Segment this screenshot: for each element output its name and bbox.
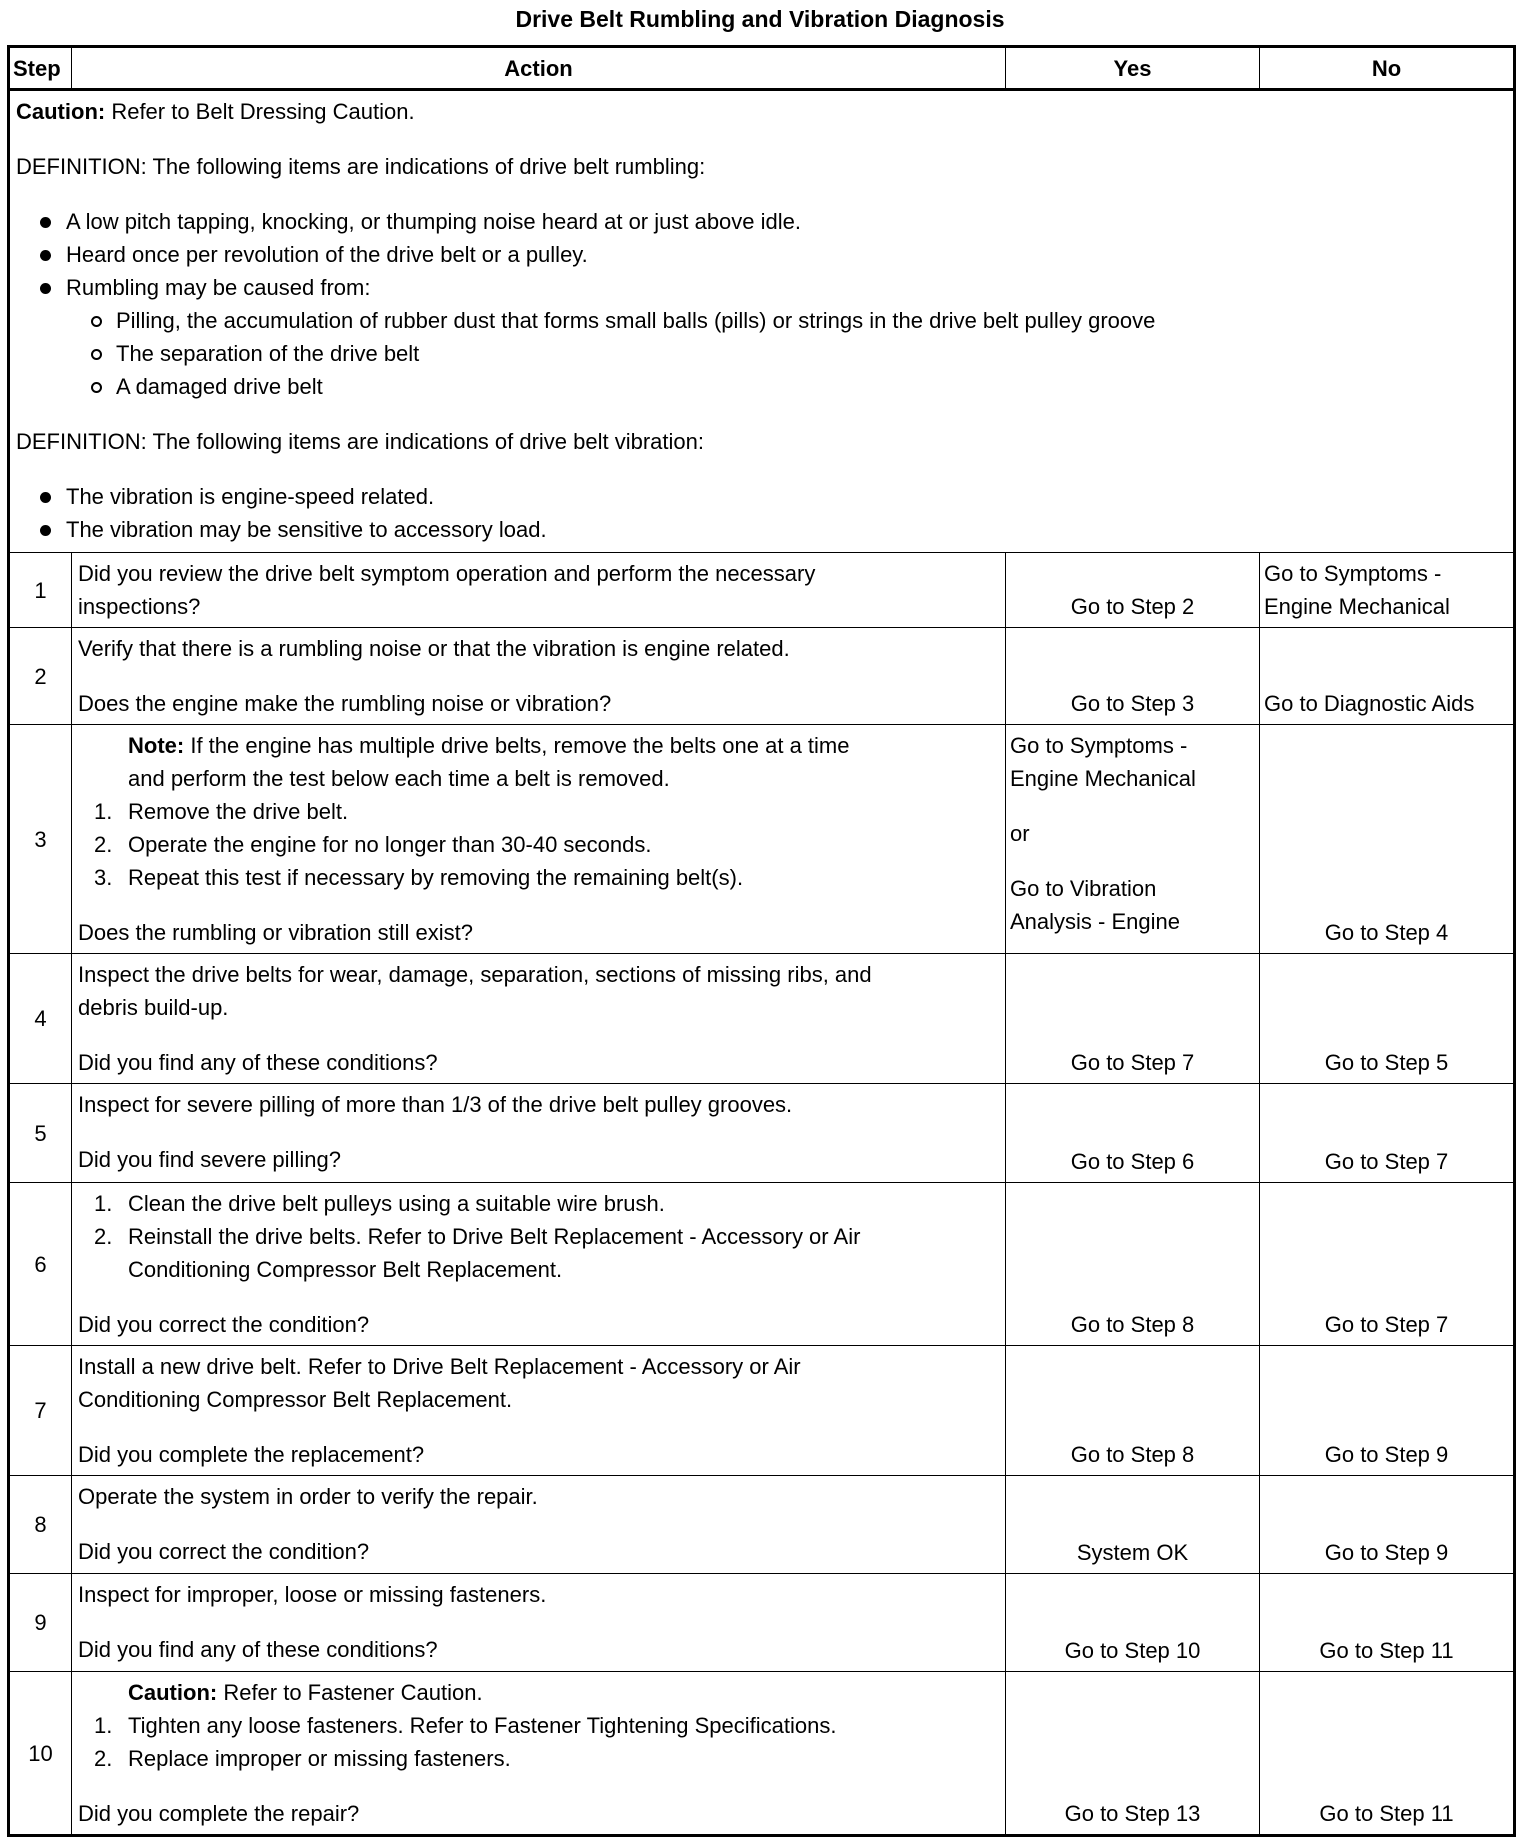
step-number: 5: [9, 1084, 72, 1183]
caution-label: Caution:: [16, 99, 106, 124]
header-yes: Yes: [1006, 47, 1260, 90]
action-text: Conditioning Compressor Belt Replacement.: [78, 1387, 513, 1412]
question-text: Did you correct the condition?: [78, 1539, 370, 1564]
item-number: 1.: [94, 1713, 113, 1738]
step-number: 9: [9, 1574, 72, 1672]
diagnosis-table: [7, 45, 1516, 1837]
yes-text: Go to Vibration: [1010, 876, 1157, 901]
yes-text: Engine Mechanical: [1010, 766, 1196, 791]
yes-cell: Go to Step 10: [1006, 1574, 1260, 1672]
no-text: Go to Symptoms -: [1264, 561, 1442, 586]
yes-cell: System OK: [1006, 1476, 1260, 1574]
step-number: 2: [9, 628, 72, 725]
action-cell: [72, 1084, 1006, 1183]
yes-cell: Go to Step 13: [1006, 1672, 1260, 1836]
step-number: 3: [9, 725, 72, 954]
numbered-item: Replace improper or missing fasteners.: [128, 1746, 511, 1771]
table-row: [9, 1672, 1515, 1836]
header-action: Action: [72, 47, 1006, 90]
no-cell: [1260, 553, 1515, 628]
table-row: [9, 1346, 1515, 1476]
table-row: [9, 1574, 1515, 1672]
yes-text: Analysis - Engine: [1010, 909, 1180, 934]
action-text: debris build-up.: [78, 995, 229, 1020]
numbered-item: Tighten any loose fasteners. Refer to Fastener Tightening Specifications.: [128, 1713, 837, 1738]
action-cell: [72, 1574, 1006, 1672]
no-cell: Go to Step 4: [1260, 725, 1515, 954]
yes-cell: Go to Step 3: [1006, 628, 1260, 725]
action-cell: [72, 1672, 1006, 1836]
action-cell: [72, 628, 1006, 725]
page-title: Drive Belt Rumbling and Vibration Diagnosis: [515, 6, 1005, 32]
no-cell: Go to Step 7: [1260, 1183, 1515, 1346]
action-text: Did you review the drive belt symptom operation and perform the necessary: [78, 561, 816, 586]
bullet-item: Rumbling may be caused from:: [16, 271, 1507, 304]
action-text: Install a new drive belt. Refer to Drive Belt Replacement - Accessory or Air: [78, 1354, 801, 1379]
table-row: [9, 954, 1515, 1084]
yes-cell: Go to Step 6: [1006, 1084, 1260, 1183]
action-text: Verify that there is a rumbling noise or that the vibration is engine related.: [78, 636, 790, 661]
numbered-item-cont: Conditioning Compressor Belt Replacement.: [128, 1257, 563, 1282]
sub-bullet-item: Pilling, the accumulation of rubber dust that forms small balls (pills) or strings in the drive belt pulley groove: [16, 304, 1507, 337]
action-cell: [72, 954, 1006, 1084]
action-cell: [72, 1476, 1006, 1574]
no-cell: Go to Diagnostic Aids: [1260, 628, 1515, 725]
no-cell: Go to Step 5: [1260, 954, 1515, 1084]
numbered-item: Clean the drive belt pulleys using a suitable wire brush.: [128, 1191, 665, 1216]
table-row: [9, 553, 1515, 628]
item-number: 3.: [94, 865, 113, 890]
step-number: 6: [9, 1183, 72, 1346]
no-cell: Go to Step 11: [1260, 1574, 1515, 1672]
no-cell: Go to Step 9: [1260, 1346, 1515, 1476]
definition-vibration: DEFINITION: The following items are indications of drive belt vibration:: [16, 429, 704, 454]
table-row: [9, 1084, 1515, 1183]
step-number: 10: [9, 1672, 72, 1836]
no-cell: Go to Step 7: [1260, 1084, 1515, 1183]
sub-bullet-item: A damaged drive belt: [16, 370, 1507, 403]
caution-text: Refer to Fastener Caution.: [217, 1680, 483, 1705]
action-text: Operate the system in order to verify the repair.: [78, 1484, 538, 1509]
action-text: inspections?: [78, 594, 201, 619]
step-number: 1: [9, 553, 72, 628]
bullet-item: A low pitch tapping, knocking, or thumping noise heard at or just above idle.: [16, 205, 1507, 238]
question-text: Did you find severe pilling?: [78, 1147, 341, 1172]
sub-bullet-item: The separation of the drive belt: [16, 337, 1507, 370]
question-text: Does the rumbling or vibration still exist?: [78, 920, 473, 945]
action-text: Inspect for severe pilling of more than 1/3 of the drive belt pulley grooves.: [78, 1092, 793, 1117]
header-row: [9, 47, 1515, 90]
question-text: Did you correct the condition?: [78, 1312, 370, 1337]
no-text: Engine Mechanical: [1264, 594, 1450, 619]
item-number: 1.: [94, 1191, 113, 1216]
yes-cell: [1006, 725, 1260, 954]
numbered-item: Remove the drive belt.: [128, 799, 349, 824]
yes-cell: Go to Step 2: [1006, 553, 1260, 628]
no-cell: Go to Step 11: [1260, 1672, 1515, 1836]
table-row: [9, 628, 1515, 725]
yes-cell: Go to Step 8: [1006, 1346, 1260, 1476]
yes-cell: Go to Step 7: [1006, 954, 1260, 1084]
numbered-item: Reinstall the drive belts. Refer to Drive Belt Replacement - Accessory or Air: [128, 1224, 861, 1249]
caution-text: Refer to Belt Dressing Caution.: [105, 99, 415, 124]
question-text: Does the engine make the rumbling noise or vibration?: [78, 691, 612, 716]
table-row: [9, 1476, 1515, 1574]
step-number: 8: [9, 1476, 72, 1574]
item-number: 2.: [94, 832, 113, 857]
item-number: 2.: [94, 1224, 113, 1249]
step-number: 4: [9, 954, 72, 1084]
yes-text: Go to Symptoms -: [1010, 733, 1188, 758]
action-text: Inspect for improper, loose or missing fasteners.: [78, 1582, 547, 1607]
definition-rumbling: DEFINITION: The following items are indications of drive belt rumbling:: [16, 154, 706, 179]
intro-row: [9, 90, 1515, 553]
bullet-item: The vibration is engine-speed related.: [16, 480, 1507, 513]
item-number: 2.: [94, 1746, 113, 1771]
action-cell: [72, 1183, 1006, 1346]
action-cell: [72, 725, 1006, 954]
note-text: and perform the test below each time a belt is removed.: [128, 766, 670, 791]
bullet-item: Heard once per revolution of the drive belt or a pulley.: [16, 238, 1507, 271]
question-text: Did you find any of these conditions?: [78, 1637, 438, 1662]
action-cell: [72, 553, 1006, 628]
note-text: If the engine has multiple drive belts, remove the belts one at a time: [184, 733, 850, 758]
action-text: Inspect the drive belts for wear, damage, separation, sections of missing ribs, and: [78, 962, 872, 987]
numbered-item: Repeat this test if necessary by removing the remaining belt(s).: [128, 865, 744, 890]
question-text: Did you complete the replacement?: [78, 1442, 425, 1467]
question-text: Did you find any of these conditions?: [78, 1050, 438, 1075]
question-text: Did you complete the repair?: [78, 1801, 360, 1826]
table-row: [9, 725, 1515, 954]
step-number: 7: [9, 1346, 72, 1476]
item-number: 1.: [94, 799, 113, 824]
no-cell: Go to Step 9: [1260, 1476, 1515, 1574]
yes-cell: Go to Step 8: [1006, 1183, 1260, 1346]
header-step: Step: [9, 47, 72, 90]
caution-label: Caution:: [128, 1680, 218, 1705]
bullet-item: The vibration may be sensitive to accessory load.: [16, 513, 1507, 546]
header-no: No: [1260, 47, 1515, 90]
action-cell: [72, 1346, 1006, 1476]
table-row: [9, 1183, 1515, 1346]
numbered-item: Operate the engine for no longer than 30-40 seconds.: [128, 832, 652, 857]
yes-text: or: [1010, 821, 1030, 846]
note-label: Note:: [128, 733, 185, 758]
